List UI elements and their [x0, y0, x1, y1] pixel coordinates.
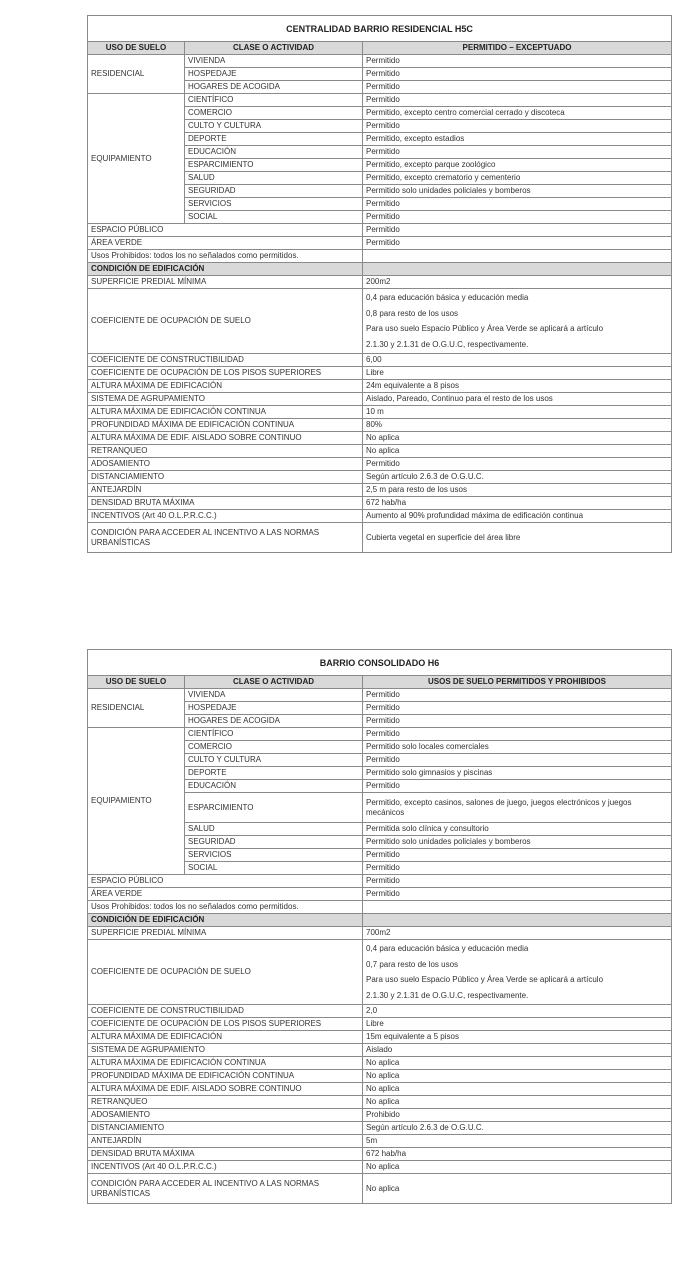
- condition-value-line: 0,4 para educación básica y educación media: [366, 293, 529, 302]
- condition-row: [88, 1044, 672, 1057]
- condition-row: [88, 445, 672, 458]
- condition-row: [88, 1122, 672, 1135]
- condition-label: SISTEMA DE AGRUPAMIENTO: [88, 1044, 363, 1057]
- table-row: [88, 728, 672, 741]
- condition-label: ANTEJARDÍN: [88, 1135, 363, 1148]
- table-row: [88, 237, 672, 250]
- condition-value: 672 hab/ha: [363, 1148, 672, 1161]
- condition-label: RETRANQUEO: [88, 1096, 363, 1109]
- condition-row: [88, 393, 672, 406]
- condition-row: [88, 927, 672, 940]
- condition-value-line: 0,8 para resto de los usos: [366, 308, 459, 318]
- activity-status: Permitido: [363, 715, 672, 728]
- land-use-label: ESPACIO PÚBLICO: [88, 224, 363, 237]
- condition-row: [88, 1174, 672, 1204]
- column-header: PERMITIDO – EXCEPTUADO: [363, 42, 672, 55]
- header-row: [88, 676, 672, 689]
- land-use-label: ESPACIO PÚBLICO: [88, 875, 363, 888]
- activity-class: EDUCACIÓN: [185, 146, 363, 159]
- activity-class: SALUD: [185, 823, 363, 836]
- activity-class: SOCIAL: [185, 211, 363, 224]
- condition-value: 6,00: [363, 354, 672, 367]
- condition-value-line: 0,7 para resto de los usos: [366, 959, 459, 969]
- condition-value: No aplica: [363, 1096, 672, 1109]
- section-heading: CONDICIÓN DE EDIFICACIÓN: [88, 263, 363, 276]
- prohibited-row: [88, 250, 672, 263]
- condition-label: COEFICIENTE DE CONSTRUCTIBILIDAD: [88, 1005, 363, 1018]
- condition-row: [88, 1096, 672, 1109]
- condition-label: COEFICIENTE DE CONSTRUCTIBILIDAD: [88, 354, 363, 367]
- condition-value: Según artículo 2.6.3 de O.G.U.C.: [363, 471, 672, 484]
- condition-label: INCENTIVOS (Art 40 O.L.P.R.C.C.): [88, 510, 363, 523]
- condition-value: Aislado, Pareado, Continuo para el resto de los usos: [363, 393, 672, 406]
- section-row: [88, 914, 672, 927]
- condition-label: DENSIDAD BRUTA MÁXIMA: [88, 1148, 363, 1161]
- column-header: USO DE SUELO: [88, 42, 185, 55]
- condition-row: [88, 497, 672, 510]
- condition-label: SUPERFICIE PREDIAL MÍNIMA: [88, 927, 363, 940]
- condition-row: [88, 523, 672, 553]
- condition-label: PROFUNDIDAD MÁXIMA DE EDIFICACIÓN CONTINUA: [88, 1070, 363, 1083]
- condition-value: 2,5 m para resto de los usos: [363, 484, 672, 497]
- condition-label: ALTURA MÁXIMA DE EDIFICACIÓN: [88, 1031, 363, 1044]
- activity-status: Permitido: [363, 94, 672, 107]
- activity-class: ESPARCIMIENTO: [185, 159, 363, 172]
- condition-value: 24m equivalente a 8 pisos: [363, 380, 672, 393]
- condition-value: 200m2: [363, 276, 672, 289]
- activity-status: Permitido solo unidades policiales y bomberos: [363, 836, 672, 849]
- activity-class: CIENTÍFICO: [185, 94, 363, 107]
- condition-row: [88, 1031, 672, 1044]
- condition-label: CONDICIÓN PARA ACCEDER AL INCENTIVO A LAS NORMAS URBANÍSTICAS: [88, 1174, 363, 1204]
- condition-value: [363, 289, 672, 354]
- empty-cell: [363, 914, 672, 927]
- land-use-status: Permitido: [363, 224, 672, 237]
- condition-row: [88, 354, 672, 367]
- activity-status: Permitido: [363, 702, 672, 715]
- activity-class: SEGURIDAD: [185, 836, 363, 849]
- activity-class: SOCIAL: [185, 862, 363, 875]
- table-row: [88, 875, 672, 888]
- activity-class: ESPARCIMIENTO: [185, 793, 363, 823]
- activity-class: SALUD: [185, 172, 363, 185]
- activity-status: Permitido: [363, 211, 672, 224]
- condition-value: Prohibido: [363, 1109, 672, 1122]
- condition-label: PROFUNDIDAD MÁXIMA DE EDIFICACIÓN CONTINUA: [88, 419, 363, 432]
- condition-row: [88, 1070, 672, 1083]
- column-header: USO DE SUELO: [88, 676, 185, 689]
- activity-class: CULTO Y CULTURA: [185, 120, 363, 133]
- condition-value: 80%: [363, 419, 672, 432]
- table-title-row: [88, 650, 672, 676]
- condition-label: ADOSAMIENTO: [88, 1109, 363, 1122]
- land-use-label: ÁREA VERDE: [88, 237, 363, 250]
- condition-label: COEFICIENTE DE OCUPACIÓN DE SUELO: [88, 289, 363, 354]
- condition-row: [88, 432, 672, 445]
- activity-status: Permitido: [363, 754, 672, 767]
- condition-row: [88, 510, 672, 523]
- land-use-status: Permitido: [363, 888, 672, 901]
- activity-status: Permitido: [363, 862, 672, 875]
- condition-value: No aplica: [363, 1174, 672, 1204]
- table-row: [88, 224, 672, 237]
- condition-value: Cubierta vegetal en superficie del área libre: [363, 523, 672, 553]
- condition-value: 10 m: [363, 406, 672, 419]
- activity-status: Permitido: [363, 68, 672, 81]
- land-use-group: EQUIPAMIENTO: [88, 94, 185, 224]
- condition-value-line: 2.1.30 y 2.1.31 de O.G.U.C, respectivamente.: [366, 339, 529, 349]
- table-row: [88, 689, 672, 702]
- table-row: [88, 94, 672, 107]
- activity-class: VIVIENDA: [185, 55, 363, 68]
- activity-status: Permitido, excepto crematorio y cementerio: [363, 172, 672, 185]
- table-row: [88, 888, 672, 901]
- condition-value: 2,0: [363, 1005, 672, 1018]
- column-header: CLASE O ACTIVIDAD: [185, 676, 363, 689]
- condition-row: [88, 1018, 672, 1031]
- condition-value: Permitido: [363, 458, 672, 471]
- condition-label: DENSIDAD BRUTA MÁXIMA: [88, 497, 363, 510]
- activity-status: Permitido: [363, 780, 672, 793]
- condition-label: ALTURA MÁXIMA DE EDIFICACIÓN CONTINUA: [88, 406, 363, 419]
- condition-label: ALTURA MÁXIMA DE EDIFICACIÓN: [88, 380, 363, 393]
- activity-class: COMERCIO: [185, 107, 363, 120]
- condition-label: ALTURA MÁXIMA DE EDIF. AISLADO SOBRE CONTINUO: [88, 432, 363, 445]
- condition-value: Aislado: [363, 1044, 672, 1057]
- activity-status: Permitido solo unidades policiales y bomberos: [363, 185, 672, 198]
- land-use-status: Permitido: [363, 875, 672, 888]
- condition-row: [88, 276, 672, 289]
- activity-status: Permitida solo clínica y consultorio: [363, 823, 672, 836]
- land-use-group: RESIDENCIAL: [88, 689, 185, 728]
- condition-value: [363, 940, 672, 1005]
- zoning-table-h6: [87, 649, 672, 1204]
- condition-value: No aplica: [363, 1070, 672, 1083]
- condition-row: [88, 940, 672, 1005]
- condition-label: ADOSAMIENTO: [88, 458, 363, 471]
- condition-label: ANTEJARDÍN: [88, 484, 363, 497]
- condition-value-line: 2.1.30 y 2.1.31 de O.G.U.C, respectivamente.: [366, 990, 529, 1000]
- land-use-group: RESIDENCIAL: [88, 55, 185, 94]
- condition-row: [88, 1161, 672, 1174]
- condition-row: [88, 380, 672, 393]
- condition-row: [88, 484, 672, 497]
- condition-row: [88, 419, 672, 432]
- activity-class: DEPORTE: [185, 767, 363, 780]
- condition-value: 700m2: [363, 927, 672, 940]
- activity-status: Permitido, excepto parque zoológico: [363, 159, 672, 172]
- table-row: [88, 55, 672, 68]
- activity-status: Permitido: [363, 198, 672, 211]
- activity-class: HOGARES DE ACOGIDA: [185, 81, 363, 94]
- condition-value: Según artículo 2.6.3 de O.G.U.C.: [363, 1122, 672, 1135]
- condition-row: [88, 1005, 672, 1018]
- activity-status: Permitido, excepto casinos, salones de juego, juegos electrónicos y juegos mecánicos: [363, 793, 672, 823]
- activity-status: Permitido: [363, 120, 672, 133]
- condition-row: [88, 367, 672, 380]
- prohibited-uses-note: Usos Prohibidos: todos los no señalados como permitidos.: [88, 250, 363, 263]
- activity-status: Permitido solo gimnasios y piscinas: [363, 767, 672, 780]
- condition-row: [88, 1057, 672, 1070]
- condition-row: [88, 1135, 672, 1148]
- condition-value: Aumento al 90% profundidad máxima de edificación continua: [363, 510, 672, 523]
- condition-row: [88, 406, 672, 419]
- land-use-group: EQUIPAMIENTO: [88, 728, 185, 875]
- prohibited-uses-note: Usos Prohibidos: todos los no señalados como permitidos.: [88, 901, 363, 914]
- activity-status: Permitido, excepto centro comercial cerrado y discoteca: [363, 107, 672, 120]
- activity-status: Permitido solo locales comerciales: [363, 741, 672, 754]
- condition-value: 15m equivalente a 5 pisos: [363, 1031, 672, 1044]
- activity-class: SERVICIOS: [185, 198, 363, 211]
- land-use-label: ÁREA VERDE: [88, 888, 363, 901]
- condition-label: SUPERFICIE PREDIAL MÍNIMA: [88, 276, 363, 289]
- activity-class: COMERCIO: [185, 741, 363, 754]
- empty-cell: [363, 901, 672, 914]
- condition-value: No aplica: [363, 432, 672, 445]
- table-title-row: [88, 16, 672, 42]
- activity-status: Permitido: [363, 146, 672, 159]
- land-use-status: Permitido: [363, 237, 672, 250]
- activity-class: VIVIENDA: [185, 689, 363, 702]
- condition-row: [88, 458, 672, 471]
- condition-value-line: Para uso suelo Espacio Público y Área Verde se aplicará a artículo: [366, 975, 604, 984]
- zoning-table-h5c: [87, 15, 672, 553]
- condition-value: No aplica: [363, 1083, 672, 1096]
- condition-row: [88, 1083, 672, 1096]
- activity-status: Permitido: [363, 81, 672, 94]
- activity-status: Permitido: [363, 55, 672, 68]
- condition-label: INCENTIVOS (Art 40 O.L.P.R.C.C.): [88, 1161, 363, 1174]
- activity-status: Permitido: [363, 728, 672, 741]
- condition-label: COEFICIENTE DE OCUPACIÓN DE LOS PISOS SUPERIORES: [88, 1018, 363, 1031]
- condition-row: [88, 471, 672, 484]
- condition-label: COEFICIENTE DE OCUPACIÓN DE SUELO: [88, 940, 363, 1005]
- condition-label: ALTURA MÁXIMA DE EDIF. AISLADO SOBRE CONTINUO: [88, 1083, 363, 1096]
- condition-value: 5m: [363, 1135, 672, 1148]
- activity-class: CULTO Y CULTURA: [185, 754, 363, 767]
- empty-cell: [363, 250, 672, 263]
- section-row: [88, 263, 672, 276]
- condition-row: [88, 1148, 672, 1161]
- condition-value-line: Para uso suelo Espacio Público y Área Verde se aplicará a artículo: [366, 324, 604, 333]
- prohibited-row: [88, 901, 672, 914]
- condition-label: SISTEMA DE AGRUPAMIENTO: [88, 393, 363, 406]
- condition-label: RETRANQUEO: [88, 445, 363, 458]
- condition-label: CONDICIÓN PARA ACCEDER AL INCENTIVO A LAS NORMAS URBANÍSTICAS: [88, 523, 363, 553]
- activity-class: SERVICIOS: [185, 849, 363, 862]
- condition-value: No aplica: [363, 1161, 672, 1174]
- table-title: BARRIO CONSOLIDADO H6: [88, 650, 672, 676]
- activity-class: HOGARES DE ACOGIDA: [185, 715, 363, 728]
- activity-class: DEPORTE: [185, 133, 363, 146]
- activity-class: HOSPEDAJE: [185, 68, 363, 81]
- condition-value: No aplica: [363, 1057, 672, 1070]
- condition-label: ALTURA MÁXIMA DE EDIFICACIÓN CONTINUA: [88, 1057, 363, 1070]
- activity-status: Permitido: [363, 689, 672, 702]
- activity-class: CIENTÍFICO: [185, 728, 363, 741]
- section-heading: CONDICIÓN DE EDIFICACIÓN: [88, 914, 363, 927]
- condition-value: 672 hab/ha: [363, 497, 672, 510]
- column-header: CLASE O ACTIVIDAD: [185, 42, 363, 55]
- activity-class: HOSPEDAJE: [185, 702, 363, 715]
- condition-label: DISTANCIAMIENTO: [88, 471, 363, 484]
- condition-label: COEFICIENTE DE OCUPACIÓN DE LOS PISOS SUPERIORES: [88, 367, 363, 380]
- empty-cell: [363, 263, 672, 276]
- activity-status: Permitido, excepto estadios: [363, 133, 672, 146]
- condition-row: [88, 289, 672, 354]
- header-row: [88, 42, 672, 55]
- activity-class: EDUCACIÓN: [185, 780, 363, 793]
- condition-value: Libre: [363, 367, 672, 380]
- table-title: CENTRALIDAD BARRIO RESIDENCIAL H5C: [88, 16, 672, 42]
- activity-status: Permitido: [363, 849, 672, 862]
- activity-class: SEGURIDAD: [185, 185, 363, 198]
- condition-value-line: 0,4 para educación básica y educación media: [366, 944, 529, 953]
- condition-value: Libre: [363, 1018, 672, 1031]
- condition-row: [88, 1109, 672, 1122]
- condition-label: DISTANCIAMIENTO: [88, 1122, 363, 1135]
- column-header: USOS DE SUELO PERMITIDOS Y PROHIBIDOS: [363, 676, 672, 689]
- condition-value: No aplica: [363, 445, 672, 458]
